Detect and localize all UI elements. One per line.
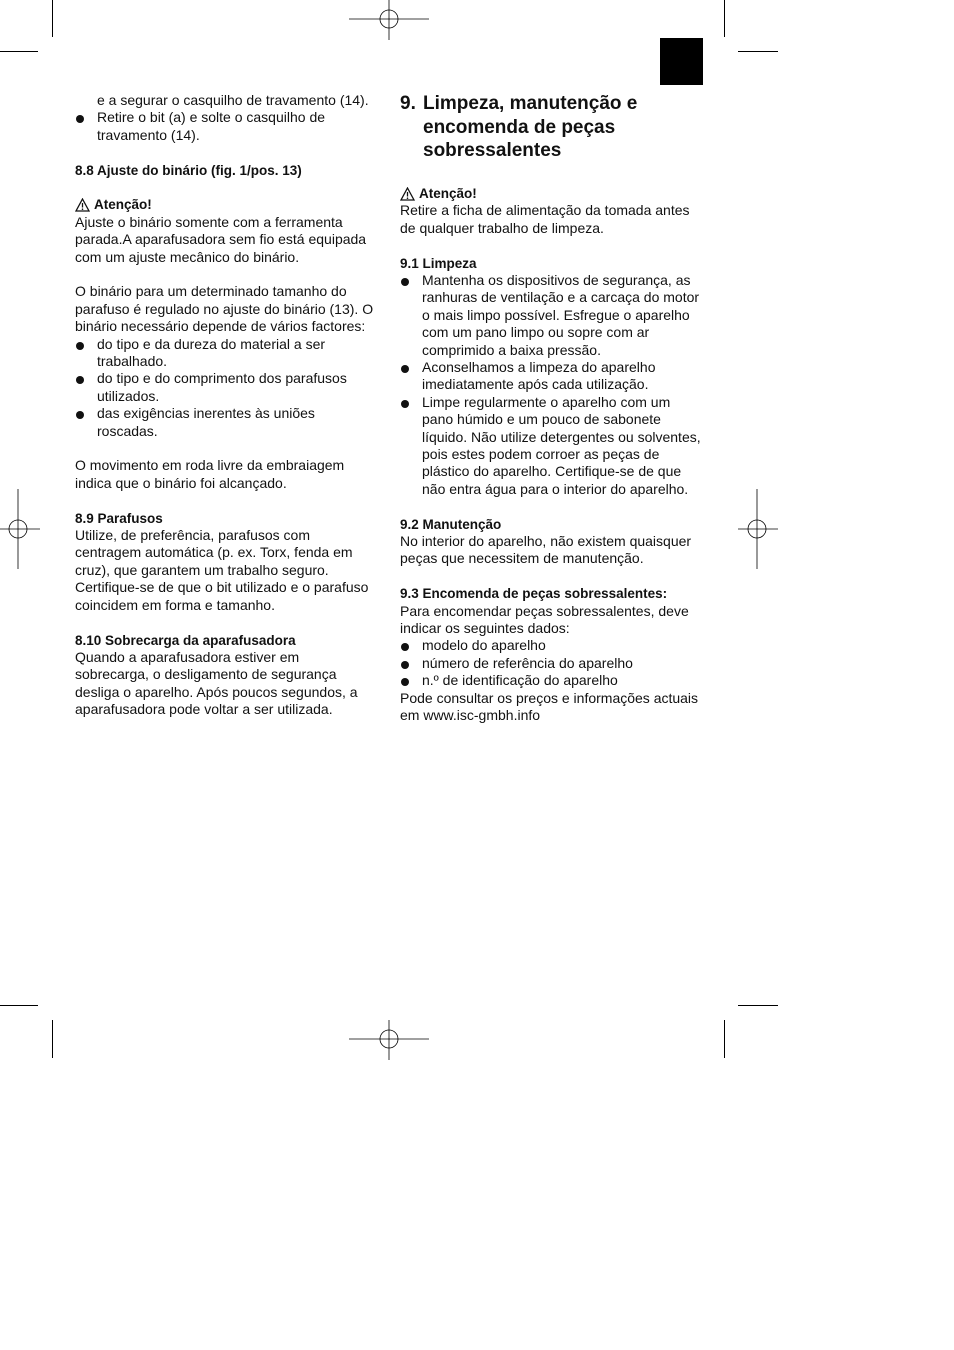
warning-heading — [75, 196, 375, 213]
crop-mark — [52, 0, 53, 37]
crop-mark — [724, 0, 725, 37]
section-heading-8-10: 8.10 Sobrecarga da aparafusadora — [75, 632, 296, 648]
registration-mark-icon — [349, 1020, 429, 1060]
list-item: do tipo e da dureza do material a ser trabalhado. — [75, 336, 375, 371]
paragraph: Utilize, de preferência, parafusos com centragem automática (p. ex. Torx, fenda em cruz), que garantem um trabalho seguro. Certifique-se de que o bit utilizado e o parafuso coincidem em forma e tamanho. — [75, 527, 369, 613]
list-item: Mantenha os dispositivos de segurança, as ranhuras de ventilação e a carcaça do motor o mais limpo possível. Esfregue o aparelho com um pano limpo ou sopre com ar comprimido a baixa pressão. — [400, 272, 705, 359]
paragraph: Ajuste o binário somente com a ferramenta parada.A aparafusadora sem fio está equipada com um ajuste mecânico do binário. — [75, 213, 367, 265]
section-heading-8-8: 8.8 Ajuste do binário (fig. 1/pos. 13) — [75, 162, 302, 178]
list-item: número de referência do aparelho — [400, 655, 705, 672]
right-column — [400, 92, 705, 724]
warning-label: Atenção! — [94, 197, 152, 213]
list-item: Retire o bit (a) e solte o casquilho de travamento (14). — [75, 109, 375, 144]
paragraph: Quando a aparafusadora estiver em sobrecarga, o desligamento de segurança desliga o aparelho. Após poucos segundos, a aparafusadora pode voltar a ser utilizada. — [75, 648, 358, 718]
bullet-continuation: e a segurar o casquilho de travamento (14). — [97, 92, 369, 108]
paragraph: O movimento em roda livre da embraiagem indica que o binário foi alcançado. — [75, 457, 345, 491]
left-column — [75, 92, 375, 719]
language-tab-block — [660, 38, 703, 85]
warning-triangle-icon — [75, 198, 90, 212]
paragraph: Retire a ficha de alimentação da tomada antes de qualquer trabalho de limpeza. — [400, 202, 690, 236]
crop-mark — [738, 51, 778, 52]
warning-heading — [400, 185, 705, 202]
chapter-number: 9. — [400, 93, 416, 114]
paragraph: O binário para um determinado tamanho do parafuso é regulado no ajuste do binário (13). O binário necessário depende de vários factores: — [75, 283, 374, 335]
warning-label: Atenção! — [419, 185, 477, 201]
list-item: n.º de identificação do aparelho — [400, 672, 705, 689]
chapter-heading-9 — [400, 92, 705, 163]
list-item: das exigências inerentes às uniões roscadas. — [75, 405, 375, 440]
section-heading-8-9: 8.9 Parafusos — [75, 510, 163, 526]
crop-mark — [738, 1005, 778, 1006]
section-heading-9-1: 9.1 Limpeza — [400, 255, 477, 271]
paragraph: Para encomendar peças sobressalentes, deve indicar os seguintes dados: — [400, 602, 689, 636]
section-heading-9-2: 9.2 Manutenção — [400, 516, 502, 532]
list-item: modelo do aparelho — [400, 637, 705, 654]
paragraph: No interior do aparelho, não existem quaisquer peças que necessitem de manutenção. — [400, 532, 692, 567]
crop-mark — [724, 1020, 725, 1058]
paragraph: Pode consultar os preços e informações actuais em www.isc-gmbh.info — [400, 689, 699, 724]
list-item: do tipo e do comprimento dos parafusos utilizados. — [75, 370, 375, 405]
list-item: Aconselhamos a limpeza do aparelho imediatamente após cada utilização. — [400, 359, 705, 394]
registration-mark-icon — [0, 489, 40, 569]
list-item: Limpe regularmente o aparelho com um pano húmido e um pouco de sabonete líquido. Não utilize detergentes ou solventes, pois estes podem corroer as peças de plástico do aparelho. Certifique-se de que não entra água para o interior do aparelho. — [400, 394, 705, 498]
crop-mark — [52, 1020, 53, 1058]
registration-mark-icon — [349, 0, 429, 40]
section-heading-9-3: 9.3 Encomenda de peças sobressalentes: — [400, 586, 668, 602]
warning-triangle-icon — [400, 187, 415, 201]
chapter-title: Limpeza, manutenção e encomenda de peças sobressalentes — [423, 93, 638, 161]
crop-mark — [0, 1005, 38, 1006]
registration-mark-icon — [738, 489, 778, 569]
crop-mark — [0, 51, 38, 52]
